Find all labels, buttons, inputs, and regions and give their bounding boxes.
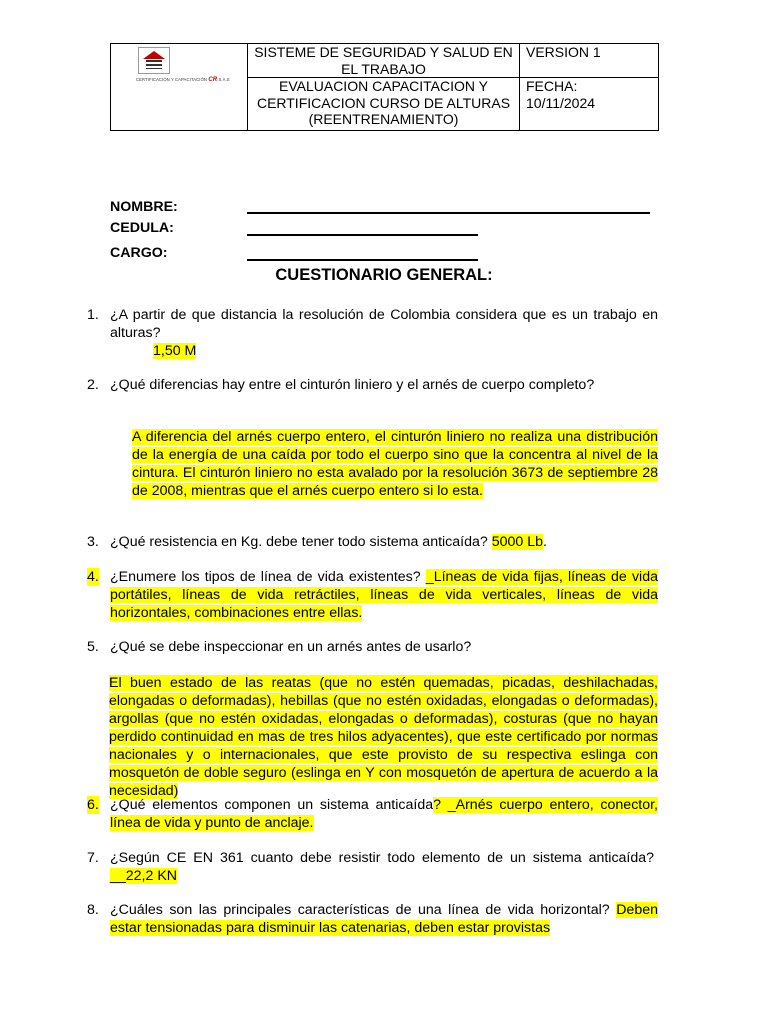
fecha-value: 10/11/2024 [526,94,596,111]
logo-cell [111,44,248,131]
header-version: VERSION 1 [520,44,659,78]
logo-text: CERTIFICACIÓN Y CAPACITACIÓN CR S.A.S [136,77,230,83]
answer-text: __22,2 KN [110,868,178,884]
cargo-label: CARGO: [110,245,168,261]
cedula-label: CEDULA: [110,220,174,236]
question-number: 2. [87,377,99,393]
cedula-line[interactable] [247,234,478,236]
question-number: 3. [87,534,99,550]
question-text: ¿Según CE EN 361 cuanto debe resistir todo elemento de un sistema anticaída? [110,850,655,866]
fecha-label: FECHA: [526,78,578,95]
question-line [110,568,658,622]
header-title-bottom: EVALUACION CAPACITACION Y CERTIFICACION CURSO DE ALTURAS (REENTRENAMIENTO) [248,78,520,131]
question-number: 4. [87,569,99,585]
question-text: ¿Qué se debe inspeccionar en un arnés antes de usarlo? [110,639,472,655]
question-number: 6. [87,797,99,813]
question-line [110,901,658,937]
answer-text: ? _Arnés cuerpo entero, conector, línea de vida y punto de anclaje. [110,797,659,831]
answer-text: Deben estar tensionadas para disminuir las catenarias, deben estar provistas [110,902,658,936]
question-text: ¿Qué elementos componen un sistema anticaída [110,797,434,813]
question-line [110,533,658,551]
question-line [110,849,658,885]
question-number: 5. [87,639,99,655]
answer-text: _Líneas de vida fijas, líneas de vida portátiles, líneas de vida retráctiles, líneas de vida verticales, líneas de vida horizontales, combinaciones entre ellas. [110,569,658,621]
question-text: ¿Qué resistencia en Kg. debe tener todo sistema anticaída? [110,534,488,550]
answer-text: 5000 Lb [491,534,544,550]
nombre-label: NOMBRE: [110,199,178,215]
question-text: ¿Enumere los tipos de línea de vida existentes? [110,569,421,585]
header-table [110,43,659,131]
question-number: 8. [87,902,99,918]
nombre-line[interactable] [247,212,650,214]
answer-text: El buen estado de las reatas (que no estén quemadas, picadas, deshilachadas, elongadas o deformadas), hebillas (que no estén oxidadas, elongadas o deformadas), argollas (que no estén oxidadas, elongadas o deformadas), costuras (que no hayan perdido continuidad en mas de tres hilos adyacentes), que este certificado por normas nacionales y o internacionales, que este provisto de su respectiva eslinga con mosquetón de doble seguro (eslinga en Y con mosquetón de apertura de acuerdo a la necesidad) [109,675,658,799]
question-number: 1. [87,307,99,323]
question-text: ¿A partir de que distancia la resolución de Colombia considera que es un trabajo en alturas? [110,307,658,341]
header-date [520,78,659,131]
header-title-top: SISTEME DE SEGURIDAD Y SALUD EN EL TRABAJO [248,44,520,78]
cargo-line[interactable] [247,259,478,261]
question-line [110,796,658,832]
question-number: 7. [87,850,99,866]
answer-text: 1,50 M [153,343,197,359]
question-text: ¿Qué diferencias hay entre el cinturón liniero y el arnés de cuerpo completo? [110,377,595,393]
answer-text: A diferencia del arnés cuerpo entero, el cinturón liniero no realiza una distribución de la energía de una caída por todo el cuerpo sino que la concentra al nivel de la cintura. El cinturón liniero no esta avalado por la resolución 3673 de septiembre 28 de 2008, mientras que el arnés cuerpo entero si lo esta. [132,429,658,499]
question-text: ¿Cuáles son las principales características de una línea de vida horizontal? [110,902,610,918]
questionnaire-title: CUESTIONARIO GENERAL: [275,266,493,284]
company-logo-icon [138,47,170,74]
answer-period: . [543,534,547,550]
